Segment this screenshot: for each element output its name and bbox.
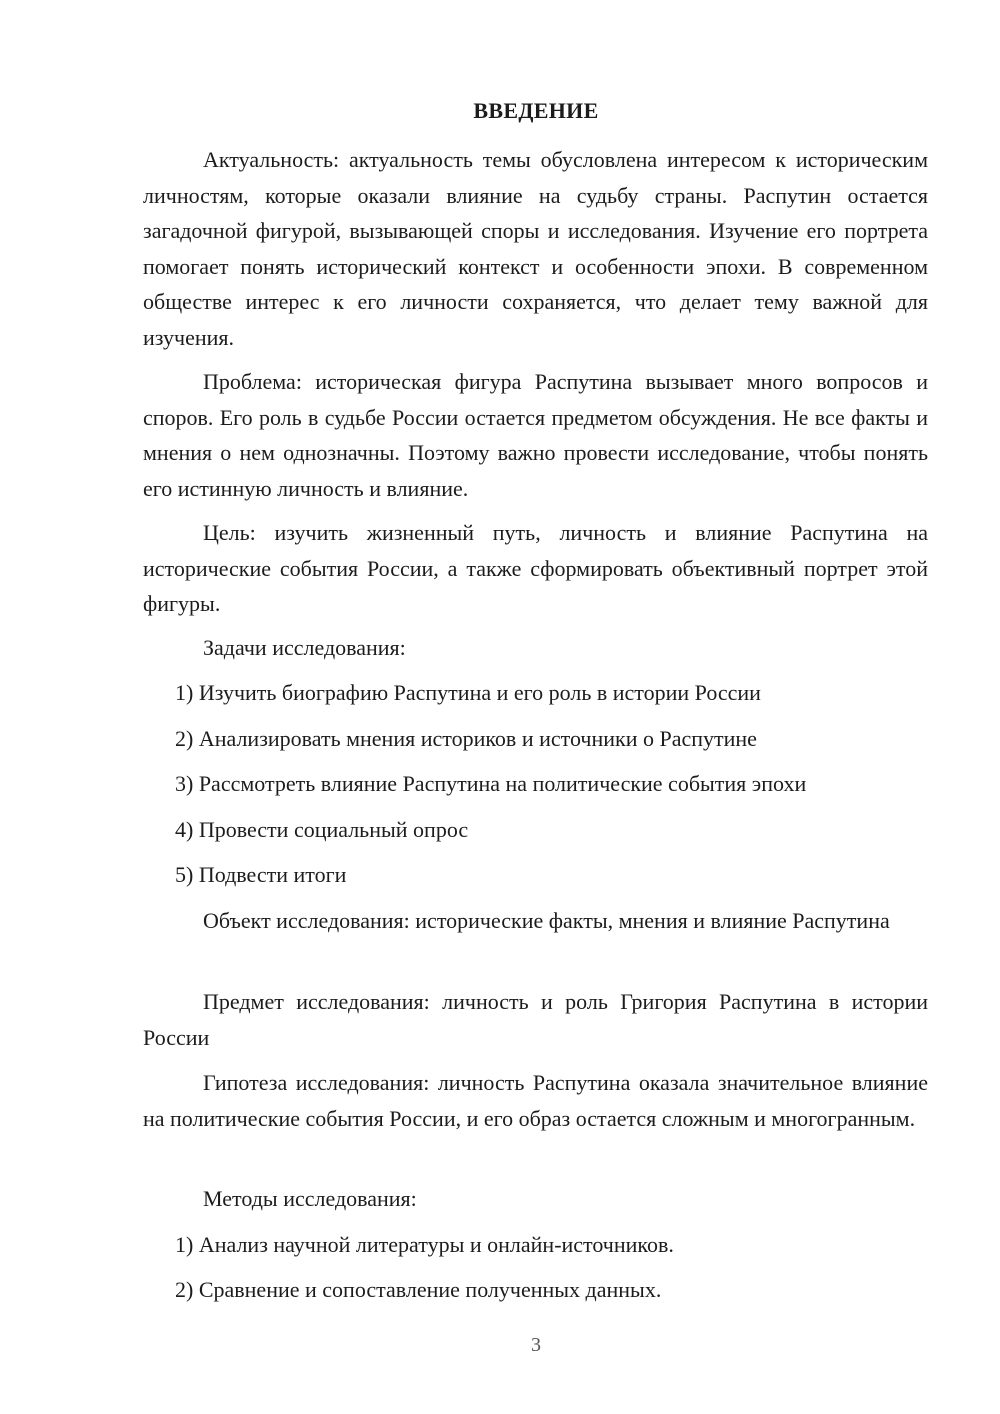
paragraph-text: Актуальность: актуальность темы обусловлена интересом к историческим личностям, которые оказали влияние на судьбу страны. Распутин остается загадочной фигурой, вызывающей споры и исследования. Изучение его портрета помогает понять исторический контекст и особенности эпохи. В современном обществе интерес к его личности сохраняется, что делает тему важной для изучения. [143, 147, 928, 350]
task-item: 5) Подвести итоги [175, 862, 347, 887]
task-item: 3) Рассмотреть влияние Распутина на политические события эпохи [175, 771, 807, 796]
paragraph-problem [143, 364, 928, 506]
section-heading: ВВЕДЕНИЕ [473, 98, 599, 123]
paragraph-goal [143, 515, 928, 622]
task-item: 4) Провести социальный опрос [175, 817, 469, 842]
tasks-title [143, 630, 928, 666]
paragraph-text: Объект исследования: исторические факты, мнения и влияние Распутина [203, 908, 890, 933]
paragraph-text: Цель: изучить жизненный путь, личность и влияние Распутина на исторические события России, а также сформировать объективный портрет этой фигуры. [143, 520, 928, 616]
paragraph-hypothesis [143, 1065, 928, 1136]
task-item: 1) Изучить биографию Распутина и его роль в истории России [175, 680, 761, 705]
paragraph-subject [143, 984, 928, 1055]
paragraph-text: Задачи исследования: [203, 635, 406, 660]
methods-title [143, 1181, 928, 1217]
method-item: 1) Анализ научной литературы и онлайн-источников. [175, 1232, 674, 1257]
paragraph-text: Гипотеза исследования: личность Распутина оказала значительное влияние на политические события России, и его образ остается сложным и многогранным. [143, 1070, 928, 1131]
paragraph-object [143, 903, 928, 939]
paragraph-text: Предмет исследования: личность и роль Григория Распутина в истории России [143, 989, 928, 1050]
page-number: 3 [531, 1334, 541, 1356]
method-item: 2) Сравнение и сопоставление полученных данных. [175, 1277, 662, 1302]
task-item: 2) Анализировать мнения историков и источники о Распутине [175, 726, 757, 751]
paragraph-text: Методы исследования: [203, 1186, 417, 1211]
paragraph-text: Проблема: историческая фигура Распутина вызывает много вопросов и споров. Его роль в судьбе России остается предметом обсуждения. Не все факты и мнения о нем однозначны. Поэтому важно провести исследование, чтобы понять его истинную личность и влияние. [143, 369, 928, 501]
paragraph-relevance [143, 142, 928, 355]
